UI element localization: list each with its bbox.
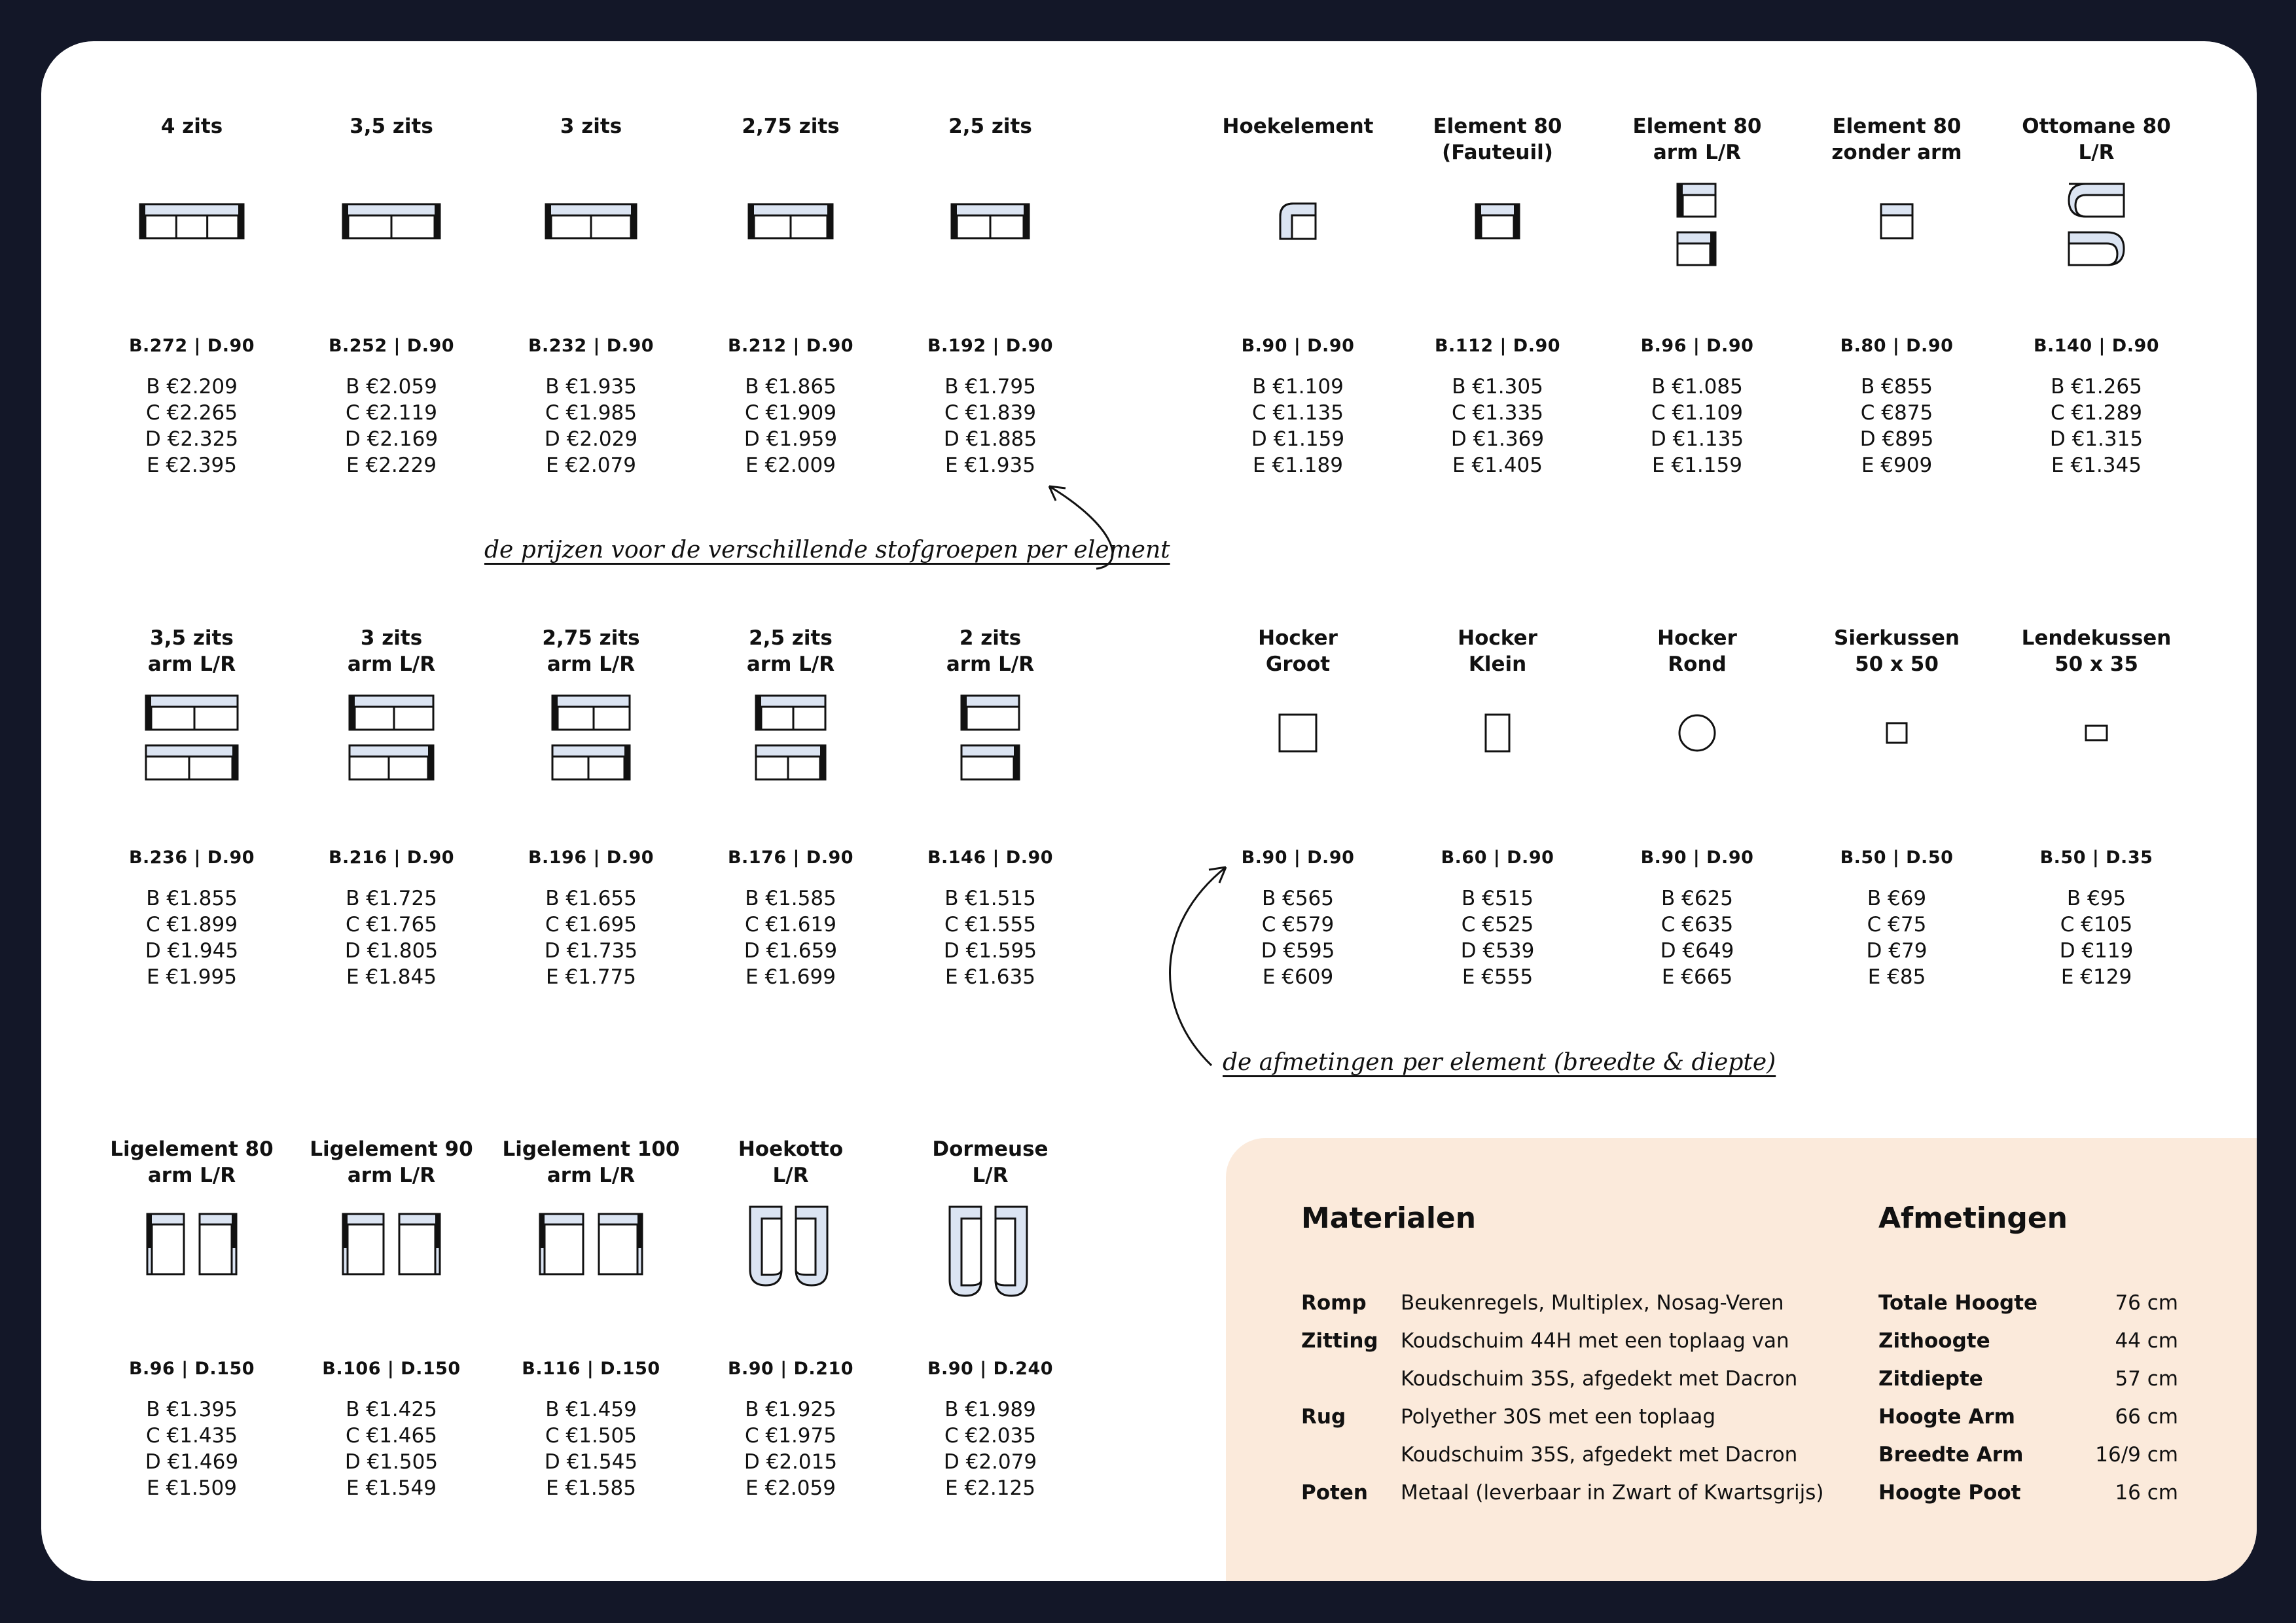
product-dimensions: B.196 | D.90 [528,847,655,868]
price-row: E €609 [1262,965,1334,989]
price-row: B €515 [1461,887,1534,910]
product-item [291,1136,492,1529]
price-row: D €895 [1859,427,1934,451]
dimension-label: Zithoogte [1878,1329,1990,1353]
product-item [1996,625,2197,1018]
product-title: 3 zits [560,115,622,138]
price-row: C €1.899 [146,913,238,936]
price-row: D €2.079 [943,1450,1037,1474]
product-item [1198,113,1398,506]
price-row: C €1.909 [745,401,836,425]
price-row: E €1.159 [1652,454,1742,477]
small-hocker-icon [1397,694,1598,772]
product-title: 3,5 zits arm L/R [147,626,236,676]
product-title: 2,5 zits arm L/R [746,626,835,676]
product-title: 3,5 zits [350,115,433,138]
price-row: C €1.135 [1252,401,1344,425]
price-row: B €565 [1261,887,1334,910]
product-title: Ligelement 100 arm L/R [502,1137,680,1187]
product-item [1397,113,1598,506]
price-list [1996,885,2197,990]
product-item [1597,113,1797,506]
price-row: D €79 [1866,939,1928,963]
product-title: 2,75 zits arm L/R [542,626,640,676]
price-row: E €909 [1861,454,1933,477]
price-row: E €129 [2060,965,2132,989]
product-item [1797,625,1997,1018]
corner-element-icon [1198,182,1398,260]
price-row: B €1.585 [745,887,836,910]
price-row: E €2.079 [546,454,636,477]
price-list [1597,885,1797,990]
price-row: C €2.119 [346,401,437,425]
product-dimensions: B.106 | D.150 [322,1359,461,1379]
dimension-value: 16 cm [2115,1481,2178,1505]
price-row: E €1.635 [945,965,1035,989]
dimension-value: 66 cm [2115,1405,2178,1429]
price-row: D €539 [1460,939,1535,963]
price-row: E €2.125 [945,1476,1035,1500]
price-list [491,374,691,478]
cushion-icon [1797,694,1997,772]
price-row: E €1.345 [2051,454,2142,477]
price-row: C €525 [1461,913,1534,936]
price-list [491,885,691,990]
price-row: B €1.515 [944,887,1036,910]
price-row: D €119 [2059,939,2134,963]
dormeuse-icon [890,1205,1090,1283]
price-row: B €1.305 [1452,375,1543,399]
price-row: D €1.505 [344,1450,439,1474]
price-row: E €2.059 [745,1476,836,1500]
product-title: Element 80 arm L/R [1632,115,1762,164]
product-dimensions: B.80 | D.90 [1840,336,1954,356]
price-list [890,374,1090,478]
product-title: Sierkussen 50 x 50 [1834,626,1960,676]
price-list [92,374,292,478]
price-row: C €1.505 [545,1424,637,1448]
price-row: E €2.229 [346,454,437,477]
price-row: D €1.315 [2049,427,2144,451]
chaise-arm-icon [92,1205,292,1283]
product-dimensions: B.232 | D.90 [528,336,655,356]
price-row: D €1.135 [1650,427,1744,451]
price-row: C €1.289 [2051,401,2142,425]
sofa-3-seat-icon [491,182,691,260]
sofa-arm-icon [491,694,691,772]
product-title: Ottomane 80 L/R [2022,115,2171,164]
price-row: D €1.545 [544,1450,638,1474]
price-row: E €555 [1462,965,1534,989]
sofa-3.5-seat-icon [291,182,492,260]
product-title: Ligelement 90 arm L/R [310,1137,473,1187]
prices-note: de prijzen voor de verschillende stofgroepen per element [484,537,1170,563]
price-row: B €95 [2066,887,2126,910]
product-dimensions: B.50 | D.35 [2039,847,2153,868]
product-title: 2 zits arm L/R [946,626,1035,676]
product-item [1797,113,1997,506]
product-item [1198,625,1398,1018]
price-row: B €1.395 [146,1398,238,1421]
price-row: D €2.015 [744,1450,838,1474]
dimension-label: Totale Hoogte [1878,1291,2038,1315]
price-list [1198,374,1398,478]
price-list [491,1397,691,1501]
product-title: 2,75 zits [742,115,840,138]
corner-ottoman-icon [691,1205,891,1283]
sofa-4-seat-icon [92,182,292,260]
product-dimensions: B.96 | D.150 [128,1359,255,1379]
price-row: C €1.335 [1452,401,1543,425]
price-list [291,885,492,990]
price-list [1198,885,1398,990]
price-row: B €69 [1867,887,1927,910]
price-row: B €1.109 [1252,375,1344,399]
dimension-value: 57 cm [2115,1367,2178,1391]
price-row: E €85 [1867,965,1926,989]
price-list [1597,374,1797,478]
price-list [291,1397,492,1501]
price-list [1797,374,1997,478]
product-dimensions: B.116 | D.150 [522,1359,660,1379]
material-label: Zitting [1301,1329,1378,1353]
price-row: D €1.469 [145,1450,239,1474]
product-dimensions: B.90 | D.240 [927,1359,1054,1379]
product-title: Lendekussen 50 x 35 [2021,626,2172,676]
price-row: C €1.619 [745,913,836,936]
price-row: C €75 [1867,913,1927,936]
sofa-arm-icon [691,694,891,772]
price-row: D €2.029 [544,427,638,451]
price-row: C €1.975 [745,1424,836,1448]
price-row: B €1.855 [146,887,238,910]
price-row: C €1.465 [346,1424,437,1448]
price-row: D €1.959 [744,427,838,451]
price-row: E €665 [1661,965,1733,989]
price-row: D €1.945 [145,939,239,963]
price-row: B €1.795 [944,375,1036,399]
price-row: C €1.765 [346,913,437,936]
product-dimensions: B.236 | D.90 [128,847,255,868]
product-dimensions: B.90 | D.90 [1241,336,1355,356]
price-list [691,885,891,990]
price-row: D €1.369 [1450,427,1545,451]
dimension-label: Breedte Arm [1878,1443,2024,1467]
price-row: B €1.989 [944,1398,1036,1421]
product-dimensions: B.146 | D.90 [927,847,1054,868]
price-row: E €1.935 [945,454,1035,477]
price-row: E €1.509 [147,1476,237,1500]
price-row: D €2.169 [344,427,439,451]
product-item [691,113,891,506]
price-row: E €1.405 [1452,454,1543,477]
price-list [92,885,292,990]
product-dimensions: B.96 | D.90 [1640,336,1754,356]
price-row: C €2.035 [944,1424,1036,1448]
product-title: Element 80 zonder arm [1831,115,1962,164]
product-dimensions: B.90 | D.90 [1241,847,1355,868]
material-label: Poten [1301,1481,1368,1505]
material-text: Koudschuim 44H met een toplaag van [1401,1329,1789,1353]
product-item [491,1136,691,1529]
price-row: E €1.699 [745,965,836,989]
product-dimensions: B.192 | D.90 [927,336,1054,356]
price-row: B €1.459 [545,1398,637,1421]
price-row: E €1.995 [147,965,237,989]
product-dimensions: B.90 | D.90 [1640,847,1754,868]
product-title: Hocker Rond [1657,626,1737,676]
price-row: B €1.425 [346,1398,437,1421]
price-row: E €1.775 [546,965,636,989]
armchair-icon [1397,182,1598,260]
price-row: D €1.885 [943,427,1037,451]
price-row: C €579 [1261,913,1335,936]
price-row: E €2.395 [147,454,237,477]
price-row: C €1.555 [944,913,1036,936]
dimensions-heading: Afmetingen [1878,1202,2068,1235]
dimension-label: Hoogte Poot [1878,1481,2021,1505]
price-row: D €1.805 [344,939,439,963]
price-row: B €1.725 [346,887,437,910]
product-title: 2,5 zits [948,115,1032,138]
price-list [890,1397,1090,1501]
price-row: D €1.659 [744,939,838,963]
price-row: E €2.009 [745,454,836,477]
material-text: Beukenregels, Multiplex, Nosag-Veren [1401,1291,1784,1315]
price-row: E €1.585 [546,1476,636,1500]
price-list [691,1397,891,1501]
product-dimensions: B.140 | D.90 [2033,336,2160,356]
product-dimensions: B.272 | D.90 [128,336,255,356]
dimension-value: 44 cm [2115,1329,2178,1353]
product-title: 3 zits arm L/R [347,626,436,676]
price-row: D €649 [1660,939,1734,963]
price-row: E €1.549 [346,1476,437,1500]
material-label: Romp [1301,1291,1367,1315]
price-row: D €2.325 [145,427,239,451]
price-row: C €1.985 [545,401,637,425]
round-hocker-icon [1597,694,1797,772]
product-title: Dormeuse L/R [932,1137,1049,1187]
square-hocker-icon [1198,694,1398,772]
dimension-value: 16/9 cm [2095,1443,2178,1467]
price-list [691,374,891,478]
product-item [291,113,492,506]
price-list [1397,885,1598,990]
product-dimensions: B.112 | D.90 [1434,336,1561,356]
product-dimensions: B.90 | D.210 [727,1359,854,1379]
price-row: B €1.265 [2051,375,2142,399]
material-text: Koudschuim 35S, afgedekt met Dacron [1401,1367,1798,1391]
dimension-label: Hoogte Arm [1878,1405,2015,1429]
sofa-arm-icon [890,694,1090,772]
product-item [890,1136,1090,1529]
price-list [1397,374,1598,478]
product-dimensions: B.50 | D.50 [1840,847,1954,868]
price-row: C €1.109 [1651,401,1743,425]
price-row: B €1.085 [1651,375,1743,399]
product-item [291,625,492,1018]
material-text: Metaal (leverbaar in Zwart of Kwartsgrijs) [1401,1481,1824,1505]
price-row: B €625 [1660,887,1733,910]
product-title: Element 80 (Fauteuil) [1433,115,1562,164]
price-row: E €1.189 [1253,454,1343,477]
price-row: C €635 [1660,913,1734,936]
sofa-arm-icon [92,694,292,772]
sofa-arm-icon [291,694,492,772]
product-item [691,625,891,1018]
price-row: C €1.435 [146,1424,238,1448]
price-row: B €2.059 [346,375,437,399]
product-dimensions: B.216 | D.90 [328,847,455,868]
product-title: Hocker Klein [1458,626,1537,676]
chaise-arm-icon [491,1205,691,1283]
product-title: 4 zits [160,115,223,138]
price-row: D €1.159 [1251,427,1345,451]
price-row: C €875 [1860,401,1933,425]
element-arm-icon [1597,182,1797,260]
price-row: E €1.845 [346,965,437,989]
product-dimensions: B.252 | D.90 [328,336,455,356]
price-row: D €595 [1261,939,1335,963]
price-row: B €1.935 [545,375,637,399]
price-list [1797,885,1997,990]
price-sheet-card [41,41,2257,1581]
product-dimensions: B.60 | D.90 [1441,847,1554,868]
price-row: C €105 [2060,913,2133,936]
dimension-value: 76 cm [2115,1291,2178,1315]
price-list [1996,374,2197,478]
price-list [291,374,492,478]
price-list [890,885,1090,990]
product-item [1597,625,1797,1018]
product-title: Hocker Groot [1258,626,1338,676]
product-item [890,625,1090,1018]
price-row: C €1.839 [944,401,1036,425]
product-item [92,1136,292,1529]
price-row: D €1.595 [943,939,1037,963]
product-item [1397,625,1598,1018]
price-row: C €1.695 [545,913,637,936]
sofa-2.75-seat-icon [691,182,891,260]
product-dimensions: B.176 | D.90 [727,847,854,868]
product-item [890,113,1090,506]
price-row: B €1.925 [745,1398,836,1421]
product-item [491,113,691,506]
price-list [92,1397,292,1501]
price-row: B €1.655 [545,887,637,910]
ottoman-icon [1996,182,2197,260]
element-no-arm-icon [1797,182,1997,260]
product-item [691,1136,891,1529]
materials-heading: Materialen [1301,1202,1477,1235]
material-label: Rug [1301,1405,1346,1429]
product-title: Hoekelement [1222,115,1374,138]
product-item [92,113,292,506]
product-dimensions: B.212 | D.90 [727,336,854,356]
lumbar-cushion-icon [1996,694,2197,772]
price-row: B €2.209 [146,375,238,399]
material-text: Polyether 30S met een toplaag [1401,1405,1716,1429]
product-item [1996,113,2197,506]
dimensions-note: de afmetingen per element (breedte & diepte) [1223,1049,1776,1076]
product-item [491,625,691,1018]
price-row: B €1.865 [745,375,836,399]
product-title: Ligelement 80 arm L/R [110,1137,274,1187]
sofa-2.5-seat-icon [890,182,1090,260]
price-row: D €1.735 [544,939,638,963]
price-row: C €2.265 [146,401,238,425]
price-row: B €855 [1860,375,1933,399]
material-text: Koudschuim 35S, afgedekt met Dacron [1401,1443,1798,1467]
dimension-label: Zitdiepte [1878,1367,1983,1391]
product-title: Hoekotto L/R [738,1137,844,1187]
chaise-arm-icon [291,1205,492,1283]
product-item [92,625,292,1018]
